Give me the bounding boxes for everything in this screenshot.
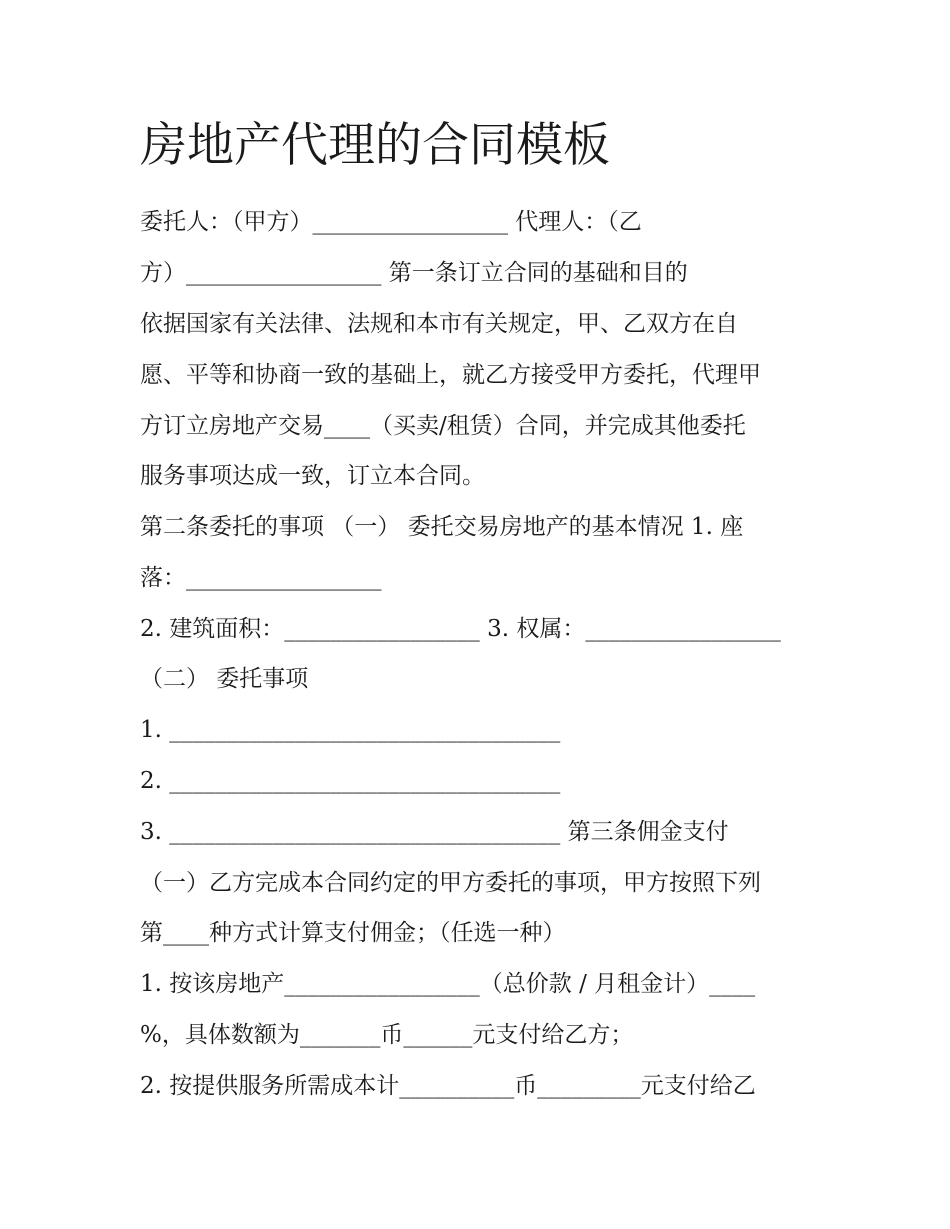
clause-line-12: 2. __________________________________ [140, 768, 561, 794]
clause-line-11: 1. __________________________________ [140, 717, 561, 743]
clause-line-14: （一）乙方完成本合同约定的甲方委托的事项，甲方按照下列 [140, 870, 761, 896]
clause-line-1: 委托人：（甲方）_________________ 代理人：（乙 [140, 209, 642, 235]
clause-line-17: %，具体数额为_______币______元支付给乙方； [140, 1022, 634, 1048]
clause-line-6: 服务事项达成一致，订立本合同。 [140, 463, 485, 489]
document-title: 房地产代理的合同模板 [140, 118, 610, 173]
clause-line-10: （二） 委托事项 [140, 666, 309, 692]
clause-line-15: 第____种方式计算支付佣金；（任选一种） [140, 920, 566, 946]
clause-line-16: 1. 按该房地产_________________（总价款 / 月租金计）____ [140, 971, 756, 997]
clause-line-4: 愿、平等和协商一致的基础上，就乙方接受甲方委托，代理甲 [140, 362, 761, 388]
clause-line-18: 2. 按提供服务所需成本计__________币_________元支付给乙 [140, 1073, 756, 1099]
clause-line-7: 第二条委托的事项 （一） 委托交易房地产的基本情况 1. 座 [140, 514, 744, 540]
clause-line-2: 方）_________________ 第一条订立合同的基础和目的 [140, 260, 688, 286]
clause-line-3: 依据国家有关法律、法规和本市有关规定，甲、乙双方在自 [140, 311, 738, 337]
clause-line-5: 方订立房地产交易____（买卖/租赁）合同，并完成其他委托 [140, 413, 746, 439]
clause-line-13: 3. __________________________________ 第三条佣金支付 [140, 819, 729, 845]
clause-line-8: 落：_________________ [140, 565, 382, 591]
clause-line-9: 2. 建筑面积：_________________ 3. 权属：_________________ [140, 616, 781, 642]
